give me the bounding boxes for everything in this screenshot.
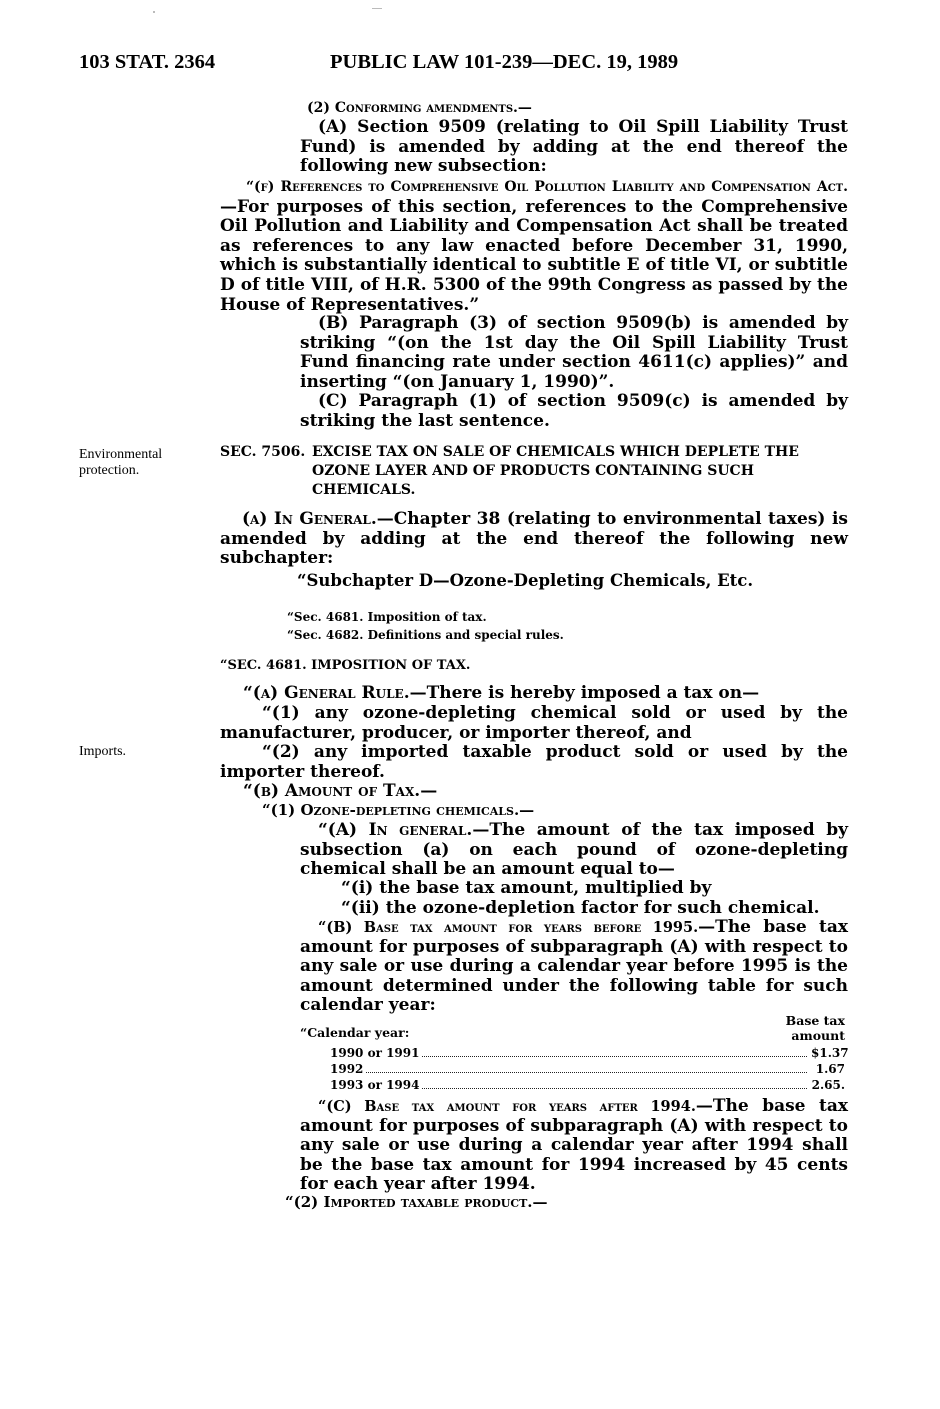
rule-item-1: “(1) any ozone-depleting chemical sold or used by the manufacturer, producer, or importer thereof, and [220, 703, 848, 743]
leader-dots [422, 1088, 807, 1089]
leader-dots [422, 1056, 807, 1057]
clause-ii: “(ii) the ozone-depletion factor for such chemical. [341, 898, 820, 918]
margin-note-imports: Imports. [79, 744, 127, 759]
subparagraph-C [300, 1097, 848, 1195]
sec-4681-heading: “SEC. 4681. IMPOSITION OF TAX. [220, 658, 471, 673]
subsection-f-heading: “(f) References to Comprehensive Oil Pollution Liability and Compensation Act. [246, 179, 848, 195]
imported-product-heading: “(2) Imported taxable product.— [285, 1193, 548, 1211]
subsection-f [220, 177, 848, 315]
subchapter-title: “Subchapter D—Ozone-Depleting Chemicals, Etc. [297, 571, 754, 590]
subparagraph-A [300, 821, 848, 880]
table-year: 1992 [330, 1062, 364, 1076]
table-amount: 1.67 [815, 1062, 845, 1076]
paragraph-c: (C) Paragraph (1) of section 9509(c) is amended by striking the last sentence. [300, 391, 848, 431]
amount-of-tax-heading: “(b) Amount of Tax.— [243, 781, 438, 801]
table-row [300, 1046, 849, 1062]
leader-dots [366, 1072, 807, 1073]
general-rule [243, 684, 759, 704]
subparagraph-B [300, 918, 848, 1016]
table-col-base-tax-line1: Base tax [785, 1013, 845, 1028]
general-rule-heading: “(a) General Rule. [243, 683, 410, 703]
scan-speck [372, 8, 382, 9]
section-title: EXCISE TAX ON SALE OF CHEMICALS WHICH DEPLETE THE OZONE LAYER AND OF PRODUCTS CONTAINING SUCH CHEMICALS. [312, 444, 799, 498]
paragraph-a: (A) Section 9509 (relating to Oil Spill Liability Trust Fund) is amended by adding at the end thereof the following new subsection: [300, 117, 848, 177]
subparagraph-B-heading: “(B) Base tax amount for years before 1995. [318, 919, 699, 936]
table-row [300, 1062, 845, 1078]
subparagraph-B-text: —The base tax amount for purposes of subparagraph (A) with respect to any sale or use during a calendar year before 1995 is the amount determined under the following table for such calendar year: [300, 917, 848, 1016]
toc-entry-4681: “Sec. 4681. Imposition of tax. [287, 610, 487, 624]
section-number: SEC. 7506. [220, 444, 306, 460]
subsection-f-text: —For purposes of this section, references to the Comprehensive Oil Pollution and Liability and Compensation Act shall be treated as references to any law enacted before December 31, 1990, which is substantially identical to subtitle E of title VI, or subtitle D of title VIII, of H.R. 5300 of the 99th Congress as passed by the House of Representatives.” [220, 196, 848, 315]
rule-item-2: “(2) any imported taxable product sold or used by the importer thereof. [220, 742, 848, 782]
table-header [300, 1013, 845, 1046]
table-year: 1993 or 1994 [330, 1078, 420, 1092]
subparagraph-C-text: —The base tax amount for purposes of subparagraph (A) with respect to any sale or use during a calendar year after 1994 shall be the base tax amount for 1994 increased by 45 cents for each year after 1994. [300, 1096, 848, 1195]
subparagraph-C-heading: “(C) Base tax amount for years after 1994. [318, 1098, 696, 1115]
scan-speck [153, 11, 155, 13]
subparagraph-A-heading: “(A) In general. [318, 820, 473, 840]
base-tax-table [300, 1013, 849, 1094]
subparagraph-A-text: —The amount of the tax imposed by subsection (a) on each pound of ozone-depleting chemical shall be an amount equal to— [300, 820, 848, 880]
table-year: 1990 or 1991 [330, 1046, 420, 1060]
toc-entry-4682: “Sec. 4682. Definitions and special rules. [287, 628, 564, 642]
clause-i: “(i) the base tax amount, multiplied by [341, 878, 712, 898]
table-amount: 2.65. [811, 1078, 845, 1092]
table-col-base-tax [786, 1013, 845, 1043]
section-7506-heading [220, 443, 848, 500]
paragraph-b: (B) Paragraph (3) of section 9509(b) is amended by striking “(on the 1st day the Oil Spill Liability Trust Fund financing rate under section 4611(c) applies)” and inserting “(on January 1, 1990)”. [300, 313, 848, 392]
section-7506-a [220, 510, 848, 569]
statute-page-number: 103 STAT. 2364 [79, 51, 216, 73]
section-a-heading: (a) In General. [242, 509, 377, 529]
table-row [300, 1078, 845, 1094]
running-title: PUBLIC LAW 101-239—DEC. 19, 1989 [330, 51, 679, 73]
section-a-text: —Chapter 38 (relating to environmental taxes) is amended by adding at the end thereof the following new subchapter: [220, 509, 848, 569]
margin-note-environmental: Environmental protection. [79, 447, 163, 478]
subchapter-toc [287, 608, 564, 644]
table-col-base-tax-line2: amount [791, 1028, 845, 1043]
table-amount: $1.37 [811, 1046, 849, 1060]
conforming-heading: (2) Conforming amendments.— [307, 100, 532, 116]
general-rule-text: —There is hereby imposed a tax on— [409, 683, 760, 703]
ozone-chemicals-heading: “(1) Ozone-depleting chemicals.— [262, 801, 535, 819]
table-col-calendar-year: “Calendar year: [300, 1025, 410, 1040]
